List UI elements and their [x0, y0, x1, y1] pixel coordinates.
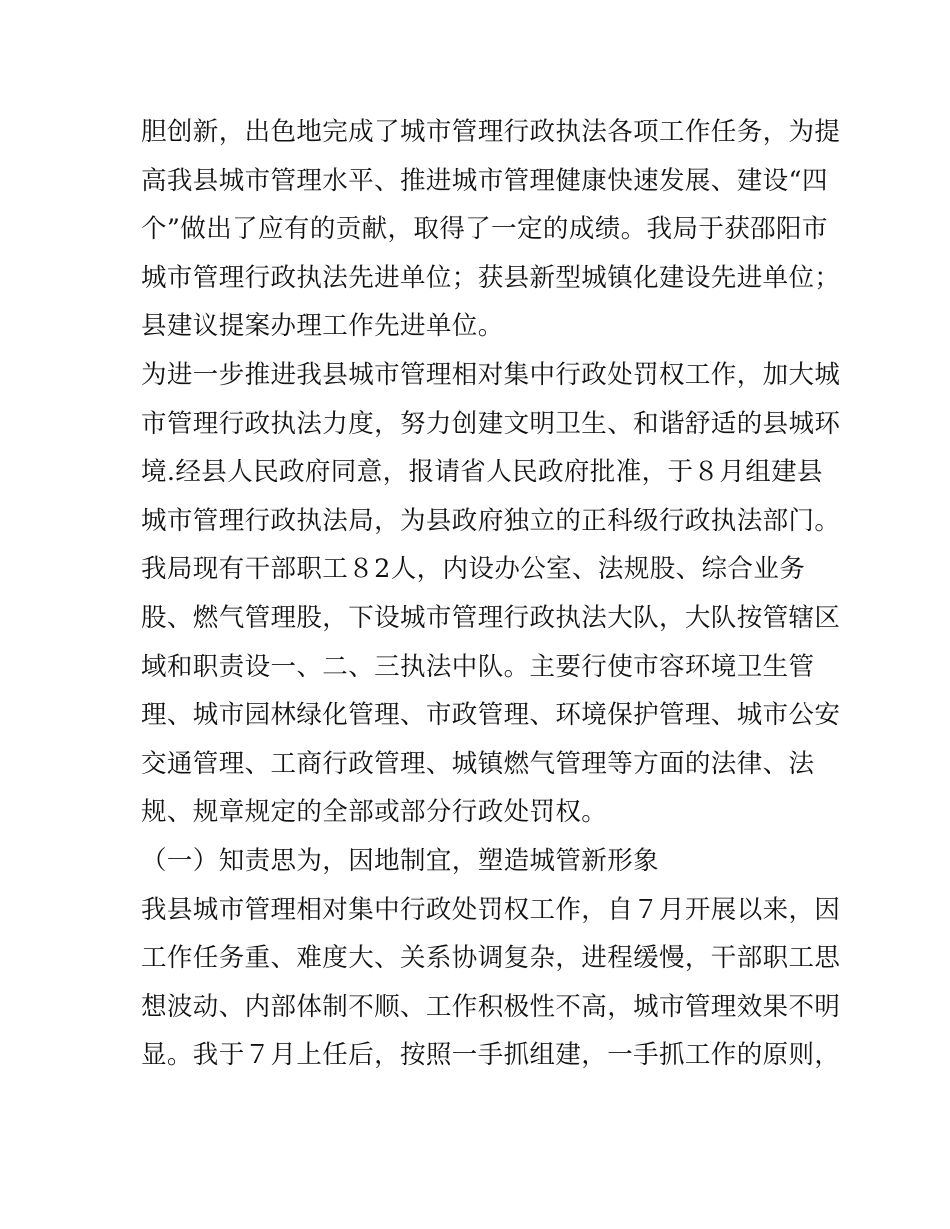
text-line-20: 显。我于７月上任后，按照一手抓组建，一手抓工作的原则，: [141, 1040, 841, 1071]
text-line-8: 境.经县人民政府同意，报请省人民政府批准，于８月组建县: [141, 457, 823, 488]
text-line-10: 我局现有干部职工８2人，内设办公室、法规股、综合业务: [141, 554, 806, 585]
text-line-17: 我县城市管理相对集中行政处罚权工作，自７月开展以来，因: [141, 894, 841, 925]
text-line-19: 想波动、内部体制不顺、工作积极性不高，城市管理效果不明: [141, 991, 841, 1022]
text-line-13: 理、城市园林绿化管理、市政管理、环境保护管理、城市公安: [141, 700, 841, 731]
text-line-14: 交通管理、工商行政管理、城镇燃气管理等方面的法律、法: [141, 748, 815, 779]
text-line-11: 股、燃气管理股，下设城市管理行政执法大队，大队按管辖区: [141, 602, 841, 633]
text-line-12: 域和职责设一、二、三执法中队。主要行使市容环境卫生管: [141, 651, 815, 682]
text-line-15: 规、规章规定的全部或部分行政处罚权。: [141, 797, 608, 828]
text-line-18: 工作任务重、难度大、关系协调复杂，进程缓慢，干部职工思: [141, 943, 841, 974]
section-heading: （一）知责思为，因地制宜，塑造城管新形象: [141, 845, 660, 876]
text-line-4: 城市管理行政执法先进单位；获县新型城镇化建设先进单位；: [141, 262, 841, 293]
text-line-9: 城市管理行政执法局，为县政府独立的正科级行政执法部门。: [141, 505, 841, 536]
text-line-2: 高我县城市管理水平、推进城市管理健康快速发展、建设“四: [141, 165, 828, 196]
text-line-3: 个”做出了应有的贡献，取得了一定的成绩。我局于获邵阳市: [141, 214, 828, 245]
text-line-7: 市管理行政执法力度，努力创建文明卫生、和谐舒适的县城环: [141, 408, 841, 439]
text-line-5: 县建议提案办理工作先进单位。: [141, 311, 504, 342]
text-line-6: 为进一步推进我县城市管理相对集中行政处罚权工作，加大城: [141, 359, 841, 390]
document-body: [141, 108, 841, 1080]
text-line-1: 胆创新，出色地完成了城市管理行政执法各项工作任务，为提: [141, 117, 841, 147]
